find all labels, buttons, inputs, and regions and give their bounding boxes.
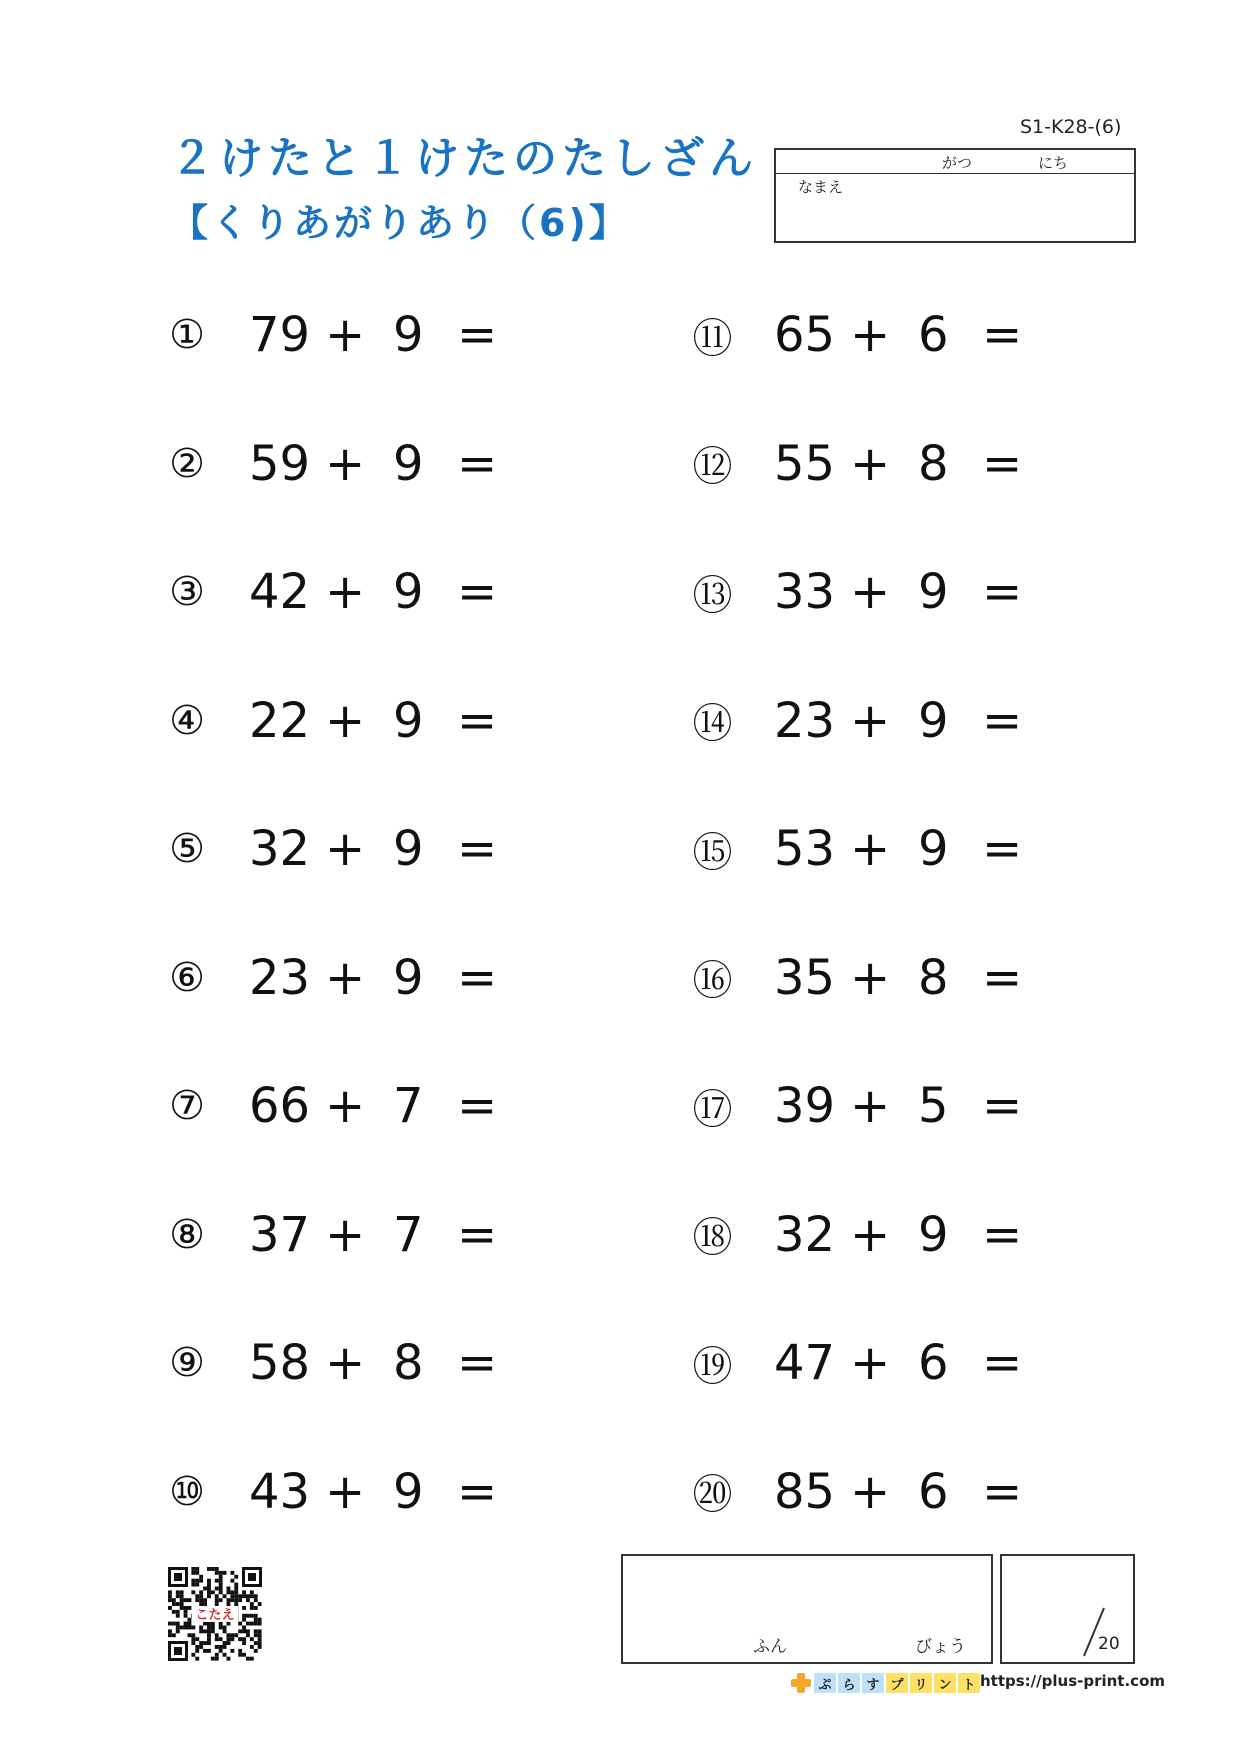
equals-sign: = <box>457 1463 498 1520</box>
addend-b: 9 <box>393 1463 424 1520</box>
addend-a: 58 <box>249 1335 311 1391</box>
equals-sign: = <box>457 1078 498 1134</box>
equals-sign: = <box>982 949 1023 1006</box>
addend-a: 35 <box>774 949 836 1006</box>
equals-sign: = <box>982 1206 1023 1263</box>
score-total: 20 <box>1098 1634 1120 1654</box>
problem-number: ③ <box>169 569 205 615</box>
problem-number: ⑭ <box>692 701 732 747</box>
addend-a: 79 <box>249 307 311 363</box>
plus-sign: + <box>325 564 366 620</box>
problem-row <box>690 1462 1050 1522</box>
plus-sign: + <box>850 435 891 492</box>
addend-a: 37 <box>249 1206 311 1263</box>
problem-row <box>165 1462 525 1522</box>
brand-name <box>814 1673 980 1693</box>
addend-b: 7 <box>393 1078 424 1134</box>
addend-a: 39 <box>774 1078 836 1134</box>
qr-code-icon[interactable] <box>166 1565 264 1663</box>
worksheet-title: ２けたと１けたのたしざん <box>170 133 758 184</box>
worksheet-code: S1-K28-(6) <box>1020 116 1122 138</box>
brand-char: す <box>862 1673 884 1693</box>
seconds-label: びょう <box>915 1637 966 1657</box>
addend-b: 9 <box>393 692 424 749</box>
problem-row <box>165 434 525 494</box>
problem-number: ② <box>169 440 205 487</box>
problem-row <box>690 948 1050 1008</box>
problem-row <box>690 562 1050 622</box>
equals-sign: = <box>982 821 1023 877</box>
plus-sign: + <box>325 1463 366 1520</box>
brand-char: ン <box>934 1673 956 1693</box>
addend-b: 9 <box>918 1206 949 1263</box>
problem-number: ① <box>169 312 205 358</box>
problem-number: ⑦ <box>169 1083 205 1129</box>
equals-sign: = <box>457 949 498 1006</box>
equals-sign: = <box>457 821 498 877</box>
equals-sign: = <box>982 1463 1023 1520</box>
problem-row <box>690 1333 1050 1393</box>
problem-number: ④ <box>169 697 205 744</box>
addend-b: 8 <box>393 1335 424 1391</box>
equals-sign: = <box>982 564 1023 620</box>
plus-sign: + <box>325 821 366 877</box>
problem-row <box>690 1076 1050 1136</box>
addend-a: 85 <box>774 1463 836 1520</box>
equals-sign: = <box>982 1078 1023 1134</box>
addend-a: 23 <box>774 692 836 749</box>
plus-sign: + <box>850 1335 891 1391</box>
problem-number: ⑩ <box>169 1468 205 1515</box>
addend-a: 59 <box>249 435 311 492</box>
plus-logo-icon <box>790 1672 812 1694</box>
equals-sign: = <box>982 1335 1023 1391</box>
minutes-label: ふん <box>753 1637 787 1657</box>
addend-a: 65 <box>774 307 836 363</box>
brand-char: ぷ <box>814 1673 836 1693</box>
addend-b: 8 <box>918 435 949 492</box>
brand-logo <box>790 1671 980 1695</box>
addend-b: 9 <box>393 821 424 877</box>
equals-sign: = <box>982 435 1023 492</box>
plus-sign: + <box>850 1078 891 1134</box>
addend-b: 8 <box>918 949 949 1006</box>
name-label: なまえ <box>798 178 844 196</box>
addend-b: 6 <box>918 1335 949 1391</box>
problem-number: ⑫ <box>692 444 732 490</box>
addend-b: 7 <box>393 1206 424 1263</box>
problem-row <box>165 562 525 622</box>
brand-char: ト <box>958 1673 980 1693</box>
addend-b: 9 <box>918 564 949 620</box>
addend-a: 32 <box>774 1206 836 1263</box>
plus-sign: + <box>850 564 891 620</box>
addend-a: 53 <box>774 821 836 877</box>
month-label: がつ <box>942 154 973 172</box>
equals-sign: = <box>457 307 498 363</box>
problem-row <box>690 434 1050 494</box>
brand-char: リ <box>910 1673 932 1693</box>
day-label: にち <box>1038 154 1069 172</box>
brand-char: ら <box>838 1673 860 1693</box>
addend-a: 55 <box>774 435 836 492</box>
time-box <box>621 1554 993 1664</box>
plus-sign: + <box>325 1335 366 1391</box>
plus-sign: + <box>850 821 891 877</box>
problem-row <box>165 1333 525 1393</box>
plus-sign: + <box>850 307 891 363</box>
problem-number: ⑧ <box>169 1211 205 1258</box>
problem-row <box>165 948 525 1008</box>
plus-sign: + <box>325 692 366 749</box>
worksheet-subtitle: 【くりあがりあり（6)】 <box>170 201 630 245</box>
addend-a: 22 <box>249 692 311 749</box>
addend-b: 9 <box>918 692 949 749</box>
name-date-box <box>774 148 1136 243</box>
problem-number: ⑨ <box>169 1340 205 1386</box>
addend-b: 5 <box>918 1078 949 1134</box>
problem-number: ⑰ <box>692 1086 732 1133</box>
date-row <box>776 150 1134 174</box>
plus-sign: + <box>325 1078 366 1134</box>
site-url[interactable]: https://plus-print.com <box>980 1672 1166 1690</box>
equals-sign: = <box>457 692 498 749</box>
equals-sign: = <box>457 1335 498 1391</box>
plus-sign: + <box>325 307 366 363</box>
problem-row <box>690 691 1050 751</box>
plus-sign: + <box>850 949 891 1006</box>
plus-sign: + <box>325 1206 366 1263</box>
problem-row <box>165 819 525 879</box>
equals-sign: = <box>457 435 498 492</box>
problem-row <box>165 691 525 751</box>
problem-row <box>165 305 525 365</box>
addend-a: 32 <box>249 821 311 877</box>
problem-number: ⑬ <box>692 572 732 619</box>
equals-sign: = <box>457 1206 498 1263</box>
addend-a: 33 <box>774 564 836 620</box>
problem-row <box>165 1076 525 1136</box>
addend-b: 6 <box>918 1463 949 1520</box>
problem-number: ⑱ <box>692 1215 732 1261</box>
problem-row <box>690 819 1050 879</box>
addend-b: 6 <box>918 307 949 363</box>
problem-number: ⑥ <box>169 954 205 1001</box>
problem-row <box>165 1205 525 1265</box>
equals-sign: = <box>457 564 498 620</box>
addend-b: 9 <box>918 821 949 877</box>
problem-row <box>690 305 1050 365</box>
addend-a: 66 <box>249 1078 311 1134</box>
addend-a: 42 <box>249 564 311 620</box>
problem-number: ⑤ <box>169 826 205 872</box>
addend-b: 9 <box>393 435 424 492</box>
equals-sign: = <box>982 692 1023 749</box>
problem-number: ⑲ <box>692 1343 732 1390</box>
brand-char: プ <box>886 1673 908 1693</box>
problem-number: ⑳ <box>692 1472 732 1518</box>
plus-sign: + <box>325 435 366 492</box>
problem-row <box>690 1205 1050 1265</box>
equals-sign: = <box>982 307 1023 363</box>
addend-a: 43 <box>249 1463 311 1520</box>
plus-sign: + <box>850 1463 891 1520</box>
plus-sign: + <box>325 949 366 1006</box>
problem-number: ⑯ <box>692 958 732 1004</box>
score-box <box>1000 1554 1135 1664</box>
problem-number: ⑮ <box>692 829 732 876</box>
problem-number: ⑪ <box>692 315 732 362</box>
addend-b: 9 <box>393 564 424 620</box>
plus-sign: + <box>850 1206 891 1263</box>
addend-a: 23 <box>249 949 311 1006</box>
addend-a: 47 <box>774 1335 836 1391</box>
qr-answer-label: こたえ <box>195 1608 235 1623</box>
addend-b: 9 <box>393 949 424 1006</box>
addend-b: 9 <box>393 307 424 363</box>
plus-sign: + <box>850 692 891 749</box>
